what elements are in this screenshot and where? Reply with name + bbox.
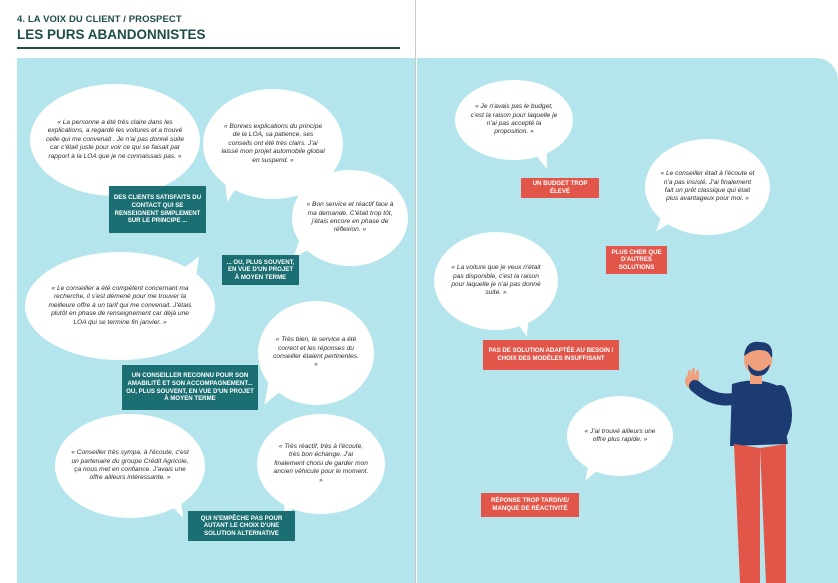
person-illustration (680, 336, 800, 583)
page-title: LES PURS ABANDONNISTES (17, 27, 206, 42)
quote-text: « Le conseiller a été compétent concernant ma recherche, il s'est démené pour me trouver la meilleure offre à un tarif qui me convenait. J'étais plutôt en phase de renseignement car déjà une LOA qui se termine fin janvier. » (48, 284, 192, 326)
page-kicker: 4. LA VOIX DU CLIENT / PROSPECT (17, 14, 182, 25)
quote-text: « La personne a été très claire dans les explications, a regardé les voitures et a trouvé celle qui me convenait . Je n'ai pas donné suite car c'était juste pour voir ce qui se faisait par rapport à la LOA que je ne connaissais pas. » (46, 118, 184, 160)
quote-text: « Conseiller très sympa, à l'écoute, c'est un partenaire du groupe Crédit Agricole, ça nous met en confiance. J'avais une offre ailleurs intéressante. » (71, 449, 189, 482)
label-budget-eleve: UN BUDGET TROP ÉLEVÉ (521, 178, 599, 198)
quote-text: « Très bien, le service a été correct et les réponses du conseiller étaient pertinentes. » (273, 336, 359, 369)
label-pas-de-solution: PAS DE SOLUTION ADAPTÉE AU BESOIN / CHOIX DES MODÈLES INSUFFISANT (483, 340, 619, 370)
label-solution-alternative: QUI N'EMPÊCHE PAS POUR AUTANT LE CHOIX D'UNE SOLUTION ALTERNATIVE (188, 511, 295, 541)
quote-bubble-7 (257, 414, 385, 514)
label-projet-moyen-terme: ... OU, PLUS SOUVENT, EN VUE D'UN PROJET À MOYEN TERME (222, 255, 299, 285)
quote-bubble-3 (292, 170, 408, 266)
quote-text: « Bonnes explications du principe de la LOA, sa patience, ses conseils ont été très clairs. J'ai laissé mon projet automobile global en suspend. » (221, 122, 325, 164)
quote-bubble-11 (567, 396, 673, 476)
quote-text: « J'ai trouvé ailleurs une offre plus rapide. » (584, 427, 656, 443)
quote-bubble-10 (434, 232, 558, 330)
quote-text: « Le conseiller était à l'écoute et n'a pas insisté. J'ai finalement fait un prêt classique qui était plus avantageux pour moi. » (660, 170, 755, 203)
label-reponse-tardive: RÉPONSE TROP TARDIVE/ MANQUE DE RÉACTIVITÉ (481, 493, 579, 517)
label-plus-cher: PLUS CHER QUE D'AUTRES SOLUTIONS (606, 246, 667, 274)
quote-bubble-1 (30, 84, 200, 196)
quote-text: « Très réactif, très à l'écoute, très bon échange. J'ai finalement choisi de garder mon ancien véhicule pour le moment. » (273, 442, 369, 484)
page-fold (415, 0, 416, 583)
quote-text: « Bon service et réactif face à ma demande. C'était trop tôt, j'étais encore en phase de réflexion. » (306, 201, 394, 234)
label-clients-satisfaits: DES CLIENTS SATISFAITS DU CONTACT QUI SE RENSEIGNENT SIMPLEMENT SUR LE PRINCIPE ... (109, 186, 206, 233)
quote-text: « Je n'avais pas le budget, c'est la raison pour laquelle je n'ai pas accepté la proposition. » (470, 103, 558, 136)
header-rule (17, 47, 400, 49)
label-conseiller-reconnu: UN CONSEILLER RECONNU POUR SON AMABILITÉ ET SON ACCOMPAGNEMENT... OU, PLUS SOUVENT, EN VUE D'UN PROJET À MOYEN TERME (122, 365, 258, 410)
quote-text: « La voiture que je veux n'était pas disponible, c'est la raison pour laquelle je n'ai pas donné suite. » (451, 264, 541, 297)
quote-bubble-8 (455, 80, 573, 160)
